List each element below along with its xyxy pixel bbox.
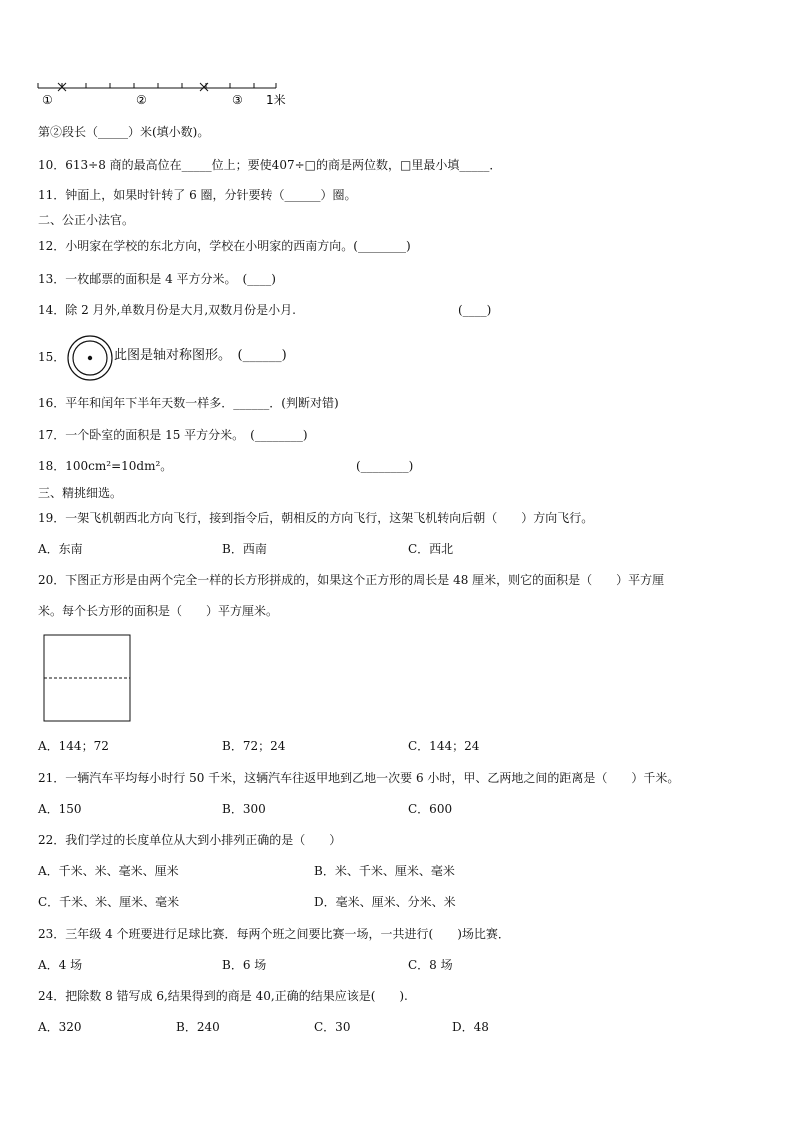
q24-option-b: B．240: [176, 1020, 220, 1034]
question-19: 19．一架飞机朝西北方向飞行，接到指令后，朝相反的方向飞行，这架飞机转向后朝（ ）方向飞行。: [38, 511, 594, 525]
question-17: 17．一个卧室的面积是 15 平方分米。 (________): [38, 428, 308, 442]
q24-option-a: A．320: [38, 1020, 82, 1034]
square-figure: [43, 634, 135, 726]
q19-option-a: A．东南: [38, 542, 83, 556]
q19-option-c: C．西北: [408, 542, 454, 556]
question-23: 23．三年级 4 个班要进行足球比赛．每两个班之间要比赛一场，一共进行( )场比赛．: [38, 927, 510, 941]
concentric-circles-icon: [66, 334, 114, 382]
question-16: 16．平年和闰年下半年天数一样多．______．(判断对错): [38, 396, 339, 410]
q20-option-b: B．72；24: [222, 739, 286, 753]
q19-option-b: B．西南: [222, 542, 267, 556]
question-15-number: 15．: [38, 350, 66, 364]
q23-option-b: B．6 场: [222, 958, 267, 972]
question-24: 24．把除数 8 错写成 6,结果得到的商是 40,正确的结果应该是( ).: [38, 989, 408, 1003]
question-10: 10．613÷8 商的最高位在_____位上；要使407÷□的商是两位数，□里最小填_____．: [38, 158, 502, 172]
segment-ruler-diagram: [34, 78, 334, 108]
q9-tail-text: 第②段长（_____）米(填小数)。: [38, 125, 210, 139]
question-14: 14．除 2 月外,单数月份是大月,双数月份是小月.: [38, 303, 296, 317]
q21-option-a: A．150: [38, 802, 82, 816]
q22-option-b: B．米、千米、厘米、毫米: [314, 864, 455, 878]
q22-option-c: C．千米、米、厘米、毫米: [38, 895, 180, 909]
question-21: 21．一辆汽车平均每小时行 50 千米，这辆汽车往返甲地到乙地一次要 6 小时，甲、乙两地之间的距离是（ ）千米。: [38, 771, 680, 785]
q23-option-a: A．4 场: [38, 958, 83, 972]
q24-option-c: C．30: [314, 1020, 351, 1034]
ruler-label-2: ②: [136, 93, 147, 107]
q21-option-b: B．300: [222, 802, 266, 816]
question-13: 13．一枚邮票的面积是 4 平方分米。 (____): [38, 272, 276, 286]
question-22: 22．我们学过的长度单位从大到小排列正确的是（ ）: [38, 833, 342, 847]
q23-option-c: C．8 场: [408, 958, 453, 972]
section-3-heading: 三、精挑细选。: [38, 486, 123, 500]
q22-option-d: D．毫米、厘米、分米、米: [314, 895, 456, 909]
q22-option-a: A．千米、米、毫米、厘米: [38, 864, 179, 878]
question-11: 11．钟面上，如果时针转了 6 圈，分针要转（______）圈。: [38, 188, 357, 202]
question-20-line-2: 米。每个长方形的面积是（ ）平方厘米。: [38, 604, 279, 618]
ruler-label-1: ①: [42, 93, 53, 107]
question-18: 18．100cm²=10dm²。: [38, 459, 173, 473]
q20-option-c: C．144；24: [408, 739, 480, 753]
question-18-blank: (________): [356, 459, 414, 473]
q24-option-d: D．48: [452, 1020, 489, 1034]
section-2-heading: 二、公正小法官。: [38, 213, 135, 227]
question-20-line-1: 20．下图正方形是由两个完全一样的长方形拼成的，如果这个正方形的周长是 48 厘米，则它的面积是（ ）平方厘: [38, 573, 665, 587]
question-14-blank: (____): [458, 303, 492, 317]
ruler-label-3: ③: [232, 93, 243, 107]
question-15-text: 此图是轴对称图形。 (______): [114, 348, 287, 363]
question-12: 12．小明家在学校的东北方向，学校在小明家的西南方向。(________): [38, 239, 411, 253]
ruler-label-1m: 1米: [266, 93, 286, 107]
q21-option-c: C．600: [408, 802, 453, 816]
q20-option-a: A．144；72: [38, 739, 109, 753]
